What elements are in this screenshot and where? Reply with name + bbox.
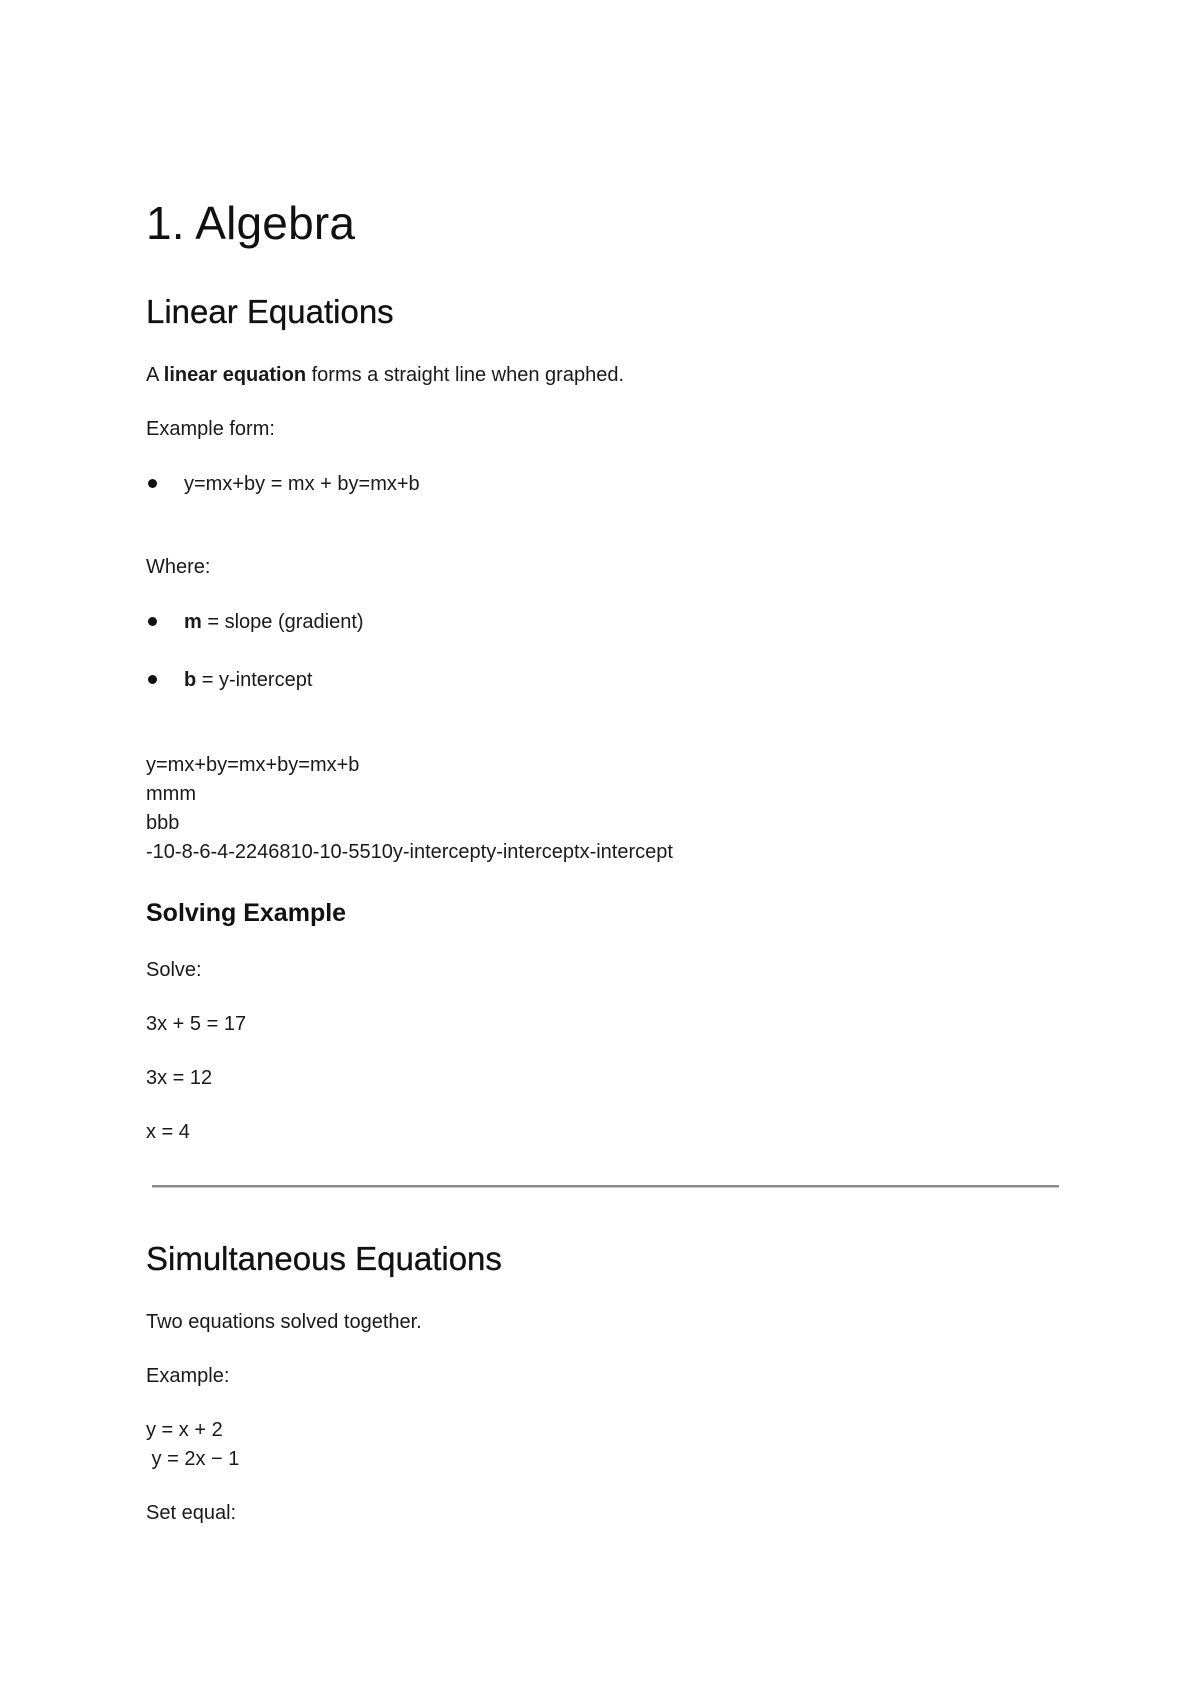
list-item [184,471,420,497]
simultaneous-example-label: Example: [146,1365,230,1387]
simultaneous-equation: y = x + 2 [146,1419,223,1441]
list-item [184,667,312,693]
list-item [184,609,364,635]
bullet-icon [148,617,157,626]
where-item-term: b [184,669,197,691]
linear-intro-suffix: forms a straight line when graphed. [306,364,624,386]
graph-residue-line: mmm [146,783,196,805]
bullet-icon [148,675,157,684]
graph-residue-line: bbb [146,812,180,834]
section-divider [152,1185,1059,1188]
linear-intro-bold-term: linear equation [163,364,307,386]
page-title: 1. Algebra [146,197,356,249]
set-equal-label: Set equal: [146,1502,237,1524]
simultaneous-intro: Two equations solved together. [146,1311,422,1333]
graph-residue-line: -10-8-6-4-2246810-10-5510y-intercepty-interceptx-intercept [146,841,673,863]
example-form-equation: y=mx+by = mx + by=mx+b [184,473,420,495]
heading-linear-equations: Linear Equations [146,293,394,330]
where-label: Where: [146,556,211,578]
heading-solving-example: Solving Example [146,899,347,927]
heading-simultaneous-equations: Simultaneous Equations [146,1240,502,1277]
example-form-label: Example form: [146,418,275,440]
linear-intro-paragraph [146,362,624,388]
bullet-icon [148,479,157,488]
solution-step: 3x + 5 = 17 [146,1013,247,1035]
linear-intro-prefix: A [146,364,164,386]
where-item-term: m [184,611,202,633]
simultaneous-equation: y = 2x − 1 [146,1448,240,1470]
graph-residue-line: y=mx+by=mx+by=mx+b [146,754,360,776]
where-item-definition: = y-intercept [196,669,313,691]
solve-label: Solve: [146,959,202,981]
where-item-definition: = slope (gradient) [201,611,364,633]
solution-step: x = 4 [146,1121,190,1143]
solution-step: 3x = 12 [146,1067,213,1089]
